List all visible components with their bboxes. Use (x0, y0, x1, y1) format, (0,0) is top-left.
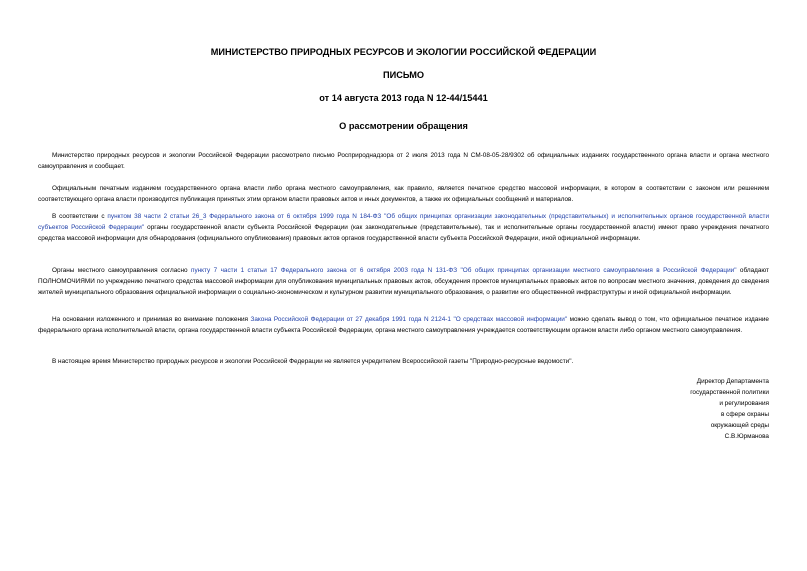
paragraph-3-text-start: В соответствии с (52, 213, 108, 220)
signature-line: Директор Департамента (696, 378, 769, 385)
signature-block (690, 376, 769, 442)
paragraph-3-text-end: органы государственной власти субъекта Российской Федерации (как законодательные (представительные), так и исполнительные органы государственной власти) имеют право учреждения печатного средства массовой информации для обнародования (официального опубликования) правовых актов органов государственной власти субъекта Российской Федерации, иной официальной информации. (38, 224, 769, 242)
paragraph-4-text-start: Органы местного самоуправления согласно (52, 267, 191, 274)
ministry-name: МИНИСТЕРСТВО ПРИРОДНЫХ РЕСУРСОВ И ЭКОЛОГИИ РОССИЙСКОЙ ФЕДЕРАЦИИ (210, 47, 597, 57)
signature-line: окружающей среды (710, 422, 769, 429)
paragraph-3 (38, 211, 769, 244)
paragraph-1: Министерство природных ресурсов и экологии Российской Федерации рассмотрело письмо Росприроднадзора от 2 июля 2013 года N СМ-08-05-28/9302 об официальных изданиях государственного органа власти и органа местного самоуправления и сообщает. (38, 152, 769, 170)
law-131-fz-link[interactable]: пункту 7 части 1 статьи 17 Федерального закона от 6 октября 2003 года N 131-ФЗ "Об общих принципах организации местного самоуправления в Российской Федерации" (190, 267, 737, 274)
law-184-fz-link[interactable]: пунктом 38 части 2 статьи 26_3 Федерального закона от 6 октября 1999 года N 184-ФЗ "Об общих принципах организации законодательных (представительных) и исполнительных органов государственной власти субъектов Российской Федерации" (38, 213, 770, 231)
signature-line: и регулирования (719, 400, 769, 407)
law-2124-1-link[interactable]: Закона Российской Федерации от 27 декабря 1991 года N 2124-1 "О средствах массовой информации" (250, 316, 568, 323)
document-type: ПИСЬМО (382, 70, 425, 80)
paragraph-5-text-start: На основании изложенного и принимая во внимание положения (52, 316, 251, 323)
paragraph-2: Официальным печатным изданием государственного органа власти либо органа местного самоуправления, как правило, является печатное средство массовой информации, в котором в соответствии с законом или решением соответствующего органа власти производится публикация принятых этим органом власти правовых актов и иных документов, а также их официальных сообщений и материалов. (38, 185, 769, 203)
paragraph-6: В настоящее время Министерство природных ресурсов и экологии Российской Федерации не является учредителем Всероссийской газеты "Природно-ресурсные ведомости". (52, 358, 574, 365)
paragraph-5-text-end: можно сделать вывод о том, что официальное печатное издание федерального органа исполнительной власти, органа государственной власти субъекта Российской Федерации, органа местного самоуправления учреждается соответствующим органом власти либо органом местного самоуправления. (38, 316, 769, 334)
document-subject: О рассмотрении обращения (339, 121, 468, 131)
document-date-number: от 14 августа 2013 года N 12-44/15441 (319, 93, 488, 103)
paragraph-5 (38, 314, 769, 336)
signature-line: в сфере охраны (721, 411, 769, 418)
paragraph-4 (38, 265, 769, 298)
paragraph-4-text-end: обладают ПОЛНОМОЧИЯМИ по учреждению печатного средства массовой информации для опубликования муниципальных правовых актов, обсуждения проектов муниципальных правовых актов по вопросам местного значения, доведения до сведения жителей муниципального образования официальной информации о социально-экономическом и культурном развитии муниципального образования, о развитии его общественной инфраструктуры и иной официальной информации. (38, 267, 769, 296)
signature-line: государственной политики (690, 389, 769, 396)
signatory-name: С.В.Юрманова (724, 433, 769, 440)
